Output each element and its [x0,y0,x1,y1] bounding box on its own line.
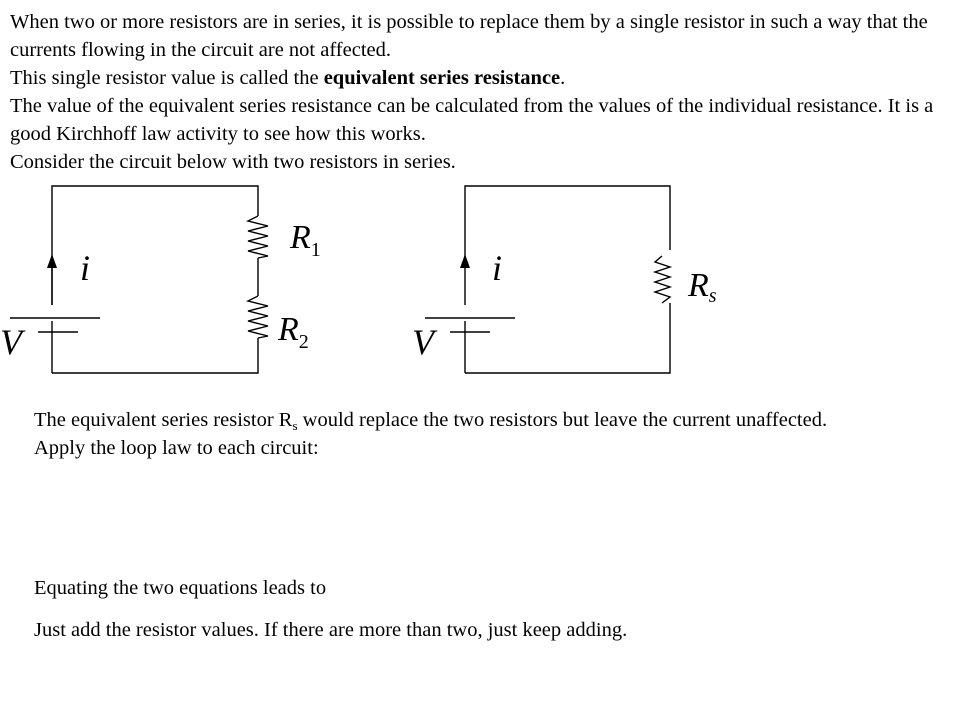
r1-subscript: 1 [310,239,321,261]
left-current-arrow [47,254,57,268]
equivalent-resistor-subscript: s [292,418,298,433]
right-battery [425,318,515,332]
intro-paragraph-3: The value of the equivalent series resistance can be calculated from the values of the individual resistance. It is a good Kirchhoff law activity to see how this works. [10,95,934,145]
resistor-rs-zigzag [655,256,670,303]
r1-label [289,219,321,261]
left-circuit [10,186,268,373]
right-voltage-label: V [412,322,434,362]
left-battery [10,318,100,332]
resistor-r1-zigzag [248,216,268,258]
right-circuit [425,186,670,373]
rs-label [687,267,717,307]
r2-subscript: 2 [298,331,309,353]
circuit-diagrams [0,178,960,383]
intro-paragraph-4: Consider the circuit below with two resistors in series. [10,151,456,173]
intro-paragraph-2 [10,64,955,92]
equivalent-resistor-paragraph [34,406,934,434]
right-current-arrow [460,254,470,268]
conclusion-text: Just add the resistor values. If there are more than two, just keep adding. [34,619,628,641]
equivalent-series-resistance-term: equivalent series resistance [323,67,561,89]
equivalent-resistor-start: The equivalent series resistor R [34,409,293,431]
intro-paragraph-2-end: . [560,67,566,89]
r2-label [277,311,309,353]
rs-letter: R [688,267,709,304]
circuit-diagrams-svg [0,178,960,383]
resistor-r2-zigzag [248,296,268,338]
equivalent-resistor-text [34,406,934,462]
left-current-label: i [80,248,91,288]
intro-paragraph-1: When two or more resistors are in series, it is possible to replace them by a single resistor in such a way that the currents flowing in the circuit are not affected. [10,11,928,61]
intro-paragraph-2-start: This single resistor value is called the [10,67,324,89]
apply-loop-law: Apply the loop law to each circuit: [34,437,319,459]
equivalent-resistor-end: would replace the two resistors but leave the current unaffected. [297,409,828,431]
r1-letter: R [290,219,311,256]
left-voltage-label: V [0,322,22,362]
right-circuit-right-wire [465,303,670,373]
r2-letter: R [278,311,299,348]
intro-text [10,8,955,176]
rs-subscript: s [708,285,717,307]
equating-text: Equating the two equations leads to [34,577,327,599]
right-current-label: i [492,248,503,288]
